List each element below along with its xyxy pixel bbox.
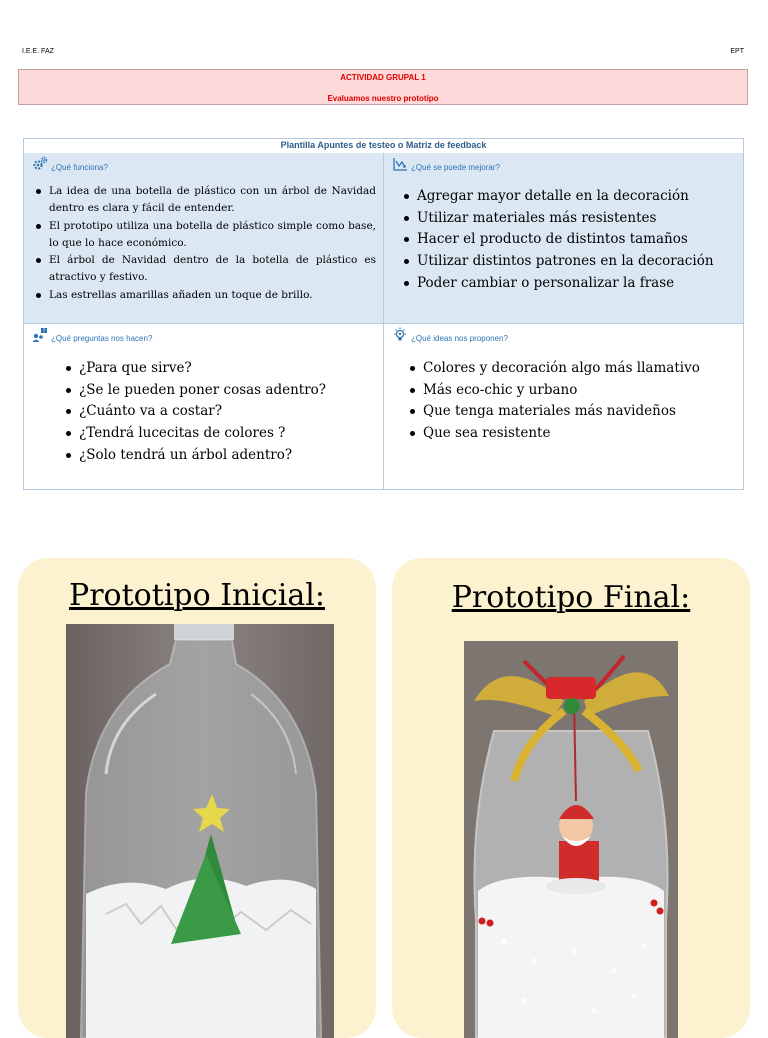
prototype-final-card — [392, 558, 750, 1038]
questions-list — [64, 358, 379, 467]
quadrant-questions — [24, 323, 384, 489]
quadrant-improve-heading — [392, 155, 500, 172]
activity-subtitle: Evaluamos nuestro prototipo — [327, 94, 439, 103]
quadrant-improve — [384, 153, 743, 323]
list-item: ¿Cuánto va a costar? — [64, 401, 379, 423]
course-name: EPT — [730, 48, 744, 55]
list-item: La idea de una botella de plástico con un árbol de Navidad dentro es clara y fácil de entender. — [34, 183, 376, 218]
activity-banner — [18, 69, 748, 105]
list-item: El árbol de Navidad dentro de la botella de plástico es atractivo y festivo. — [34, 252, 376, 287]
quadrant-ideas-heading — [392, 326, 508, 343]
list-item: Las estrellas amarillas añaden un toque de brillo. — [34, 287, 376, 304]
list-item: Utilizar distintos patrones en la decoración — [402, 251, 737, 273]
gears-icon — [32, 156, 48, 172]
list-item: Que tenga materiales más navideños — [408, 401, 738, 423]
list-item: Poder cambiar o personalizar la frase — [402, 273, 737, 295]
quadrant-questions-heading — [32, 326, 152, 343]
feedback-matrix — [23, 138, 744, 490]
quadrant-works — [24, 153, 384, 323]
quadrant-works-label: ¿Qué funciona? — [51, 163, 108, 172]
list-item: Colores y decoración algo más llamativo — [408, 358, 738, 380]
improve-list — [402, 186, 737, 295]
quadrant-ideas-label: ¿Qué ideas nos proponen? — [411, 334, 508, 343]
list-item: Agregar mayor detalle en la decoración — [402, 186, 737, 208]
list-item: Hacer el producto de distintos tamaños — [402, 229, 737, 251]
quadrant-questions-label: ¿Qué preguntas nos hacen? — [51, 334, 153, 343]
school-name: I.E.E. FAZ — [22, 48, 54, 55]
quadrant-improve-label: ¿Qué se puede mejorar? — [411, 163, 500, 172]
ideas-list — [408, 358, 738, 445]
list-item: Que sea resistente — [408, 423, 738, 445]
matrix-title: Plantilla Apuntes de testeo o Matriz de feedback — [24, 139, 743, 154]
prototype-initial-card — [18, 558, 376, 1038]
chart-improve-icon — [392, 156, 408, 172]
prototype-final-photo — [464, 641, 678, 1038]
list-item: ¿Tendrá lucecitas de colores ? — [64, 423, 379, 445]
quadrant-works-heading — [32, 155, 108, 172]
list-item: ¿Se le pueden poner cosas adentro? — [64, 380, 379, 402]
list-item: ¿Para que sirve? — [64, 358, 379, 380]
lightbulb-icon — [392, 327, 408, 343]
list-item: Utilizar materiales más resistentes — [402, 208, 737, 230]
list-item: El prototipo utiliza una botella de plástico simple como base, lo que lo hace económico. — [34, 218, 376, 253]
prototype-initial-title: Prototipo Inicial: — [69, 578, 325, 613]
works-list — [34, 183, 376, 304]
list-item: Más eco-chic y urbano — [408, 380, 738, 402]
svg-text:?: ? — [42, 327, 46, 334]
prototype-final-title: Prototipo Final: — [451, 580, 691, 615]
activity-title: ACTIVIDAD GRUPAL 1 — [340, 73, 426, 82]
quadrant-ideas — [384, 323, 743, 489]
prototype-initial-photo — [66, 624, 334, 1038]
list-item: ¿Solo tendrá un árbol adentro? — [64, 445, 379, 467]
people-question-icon — [32, 327, 48, 343]
